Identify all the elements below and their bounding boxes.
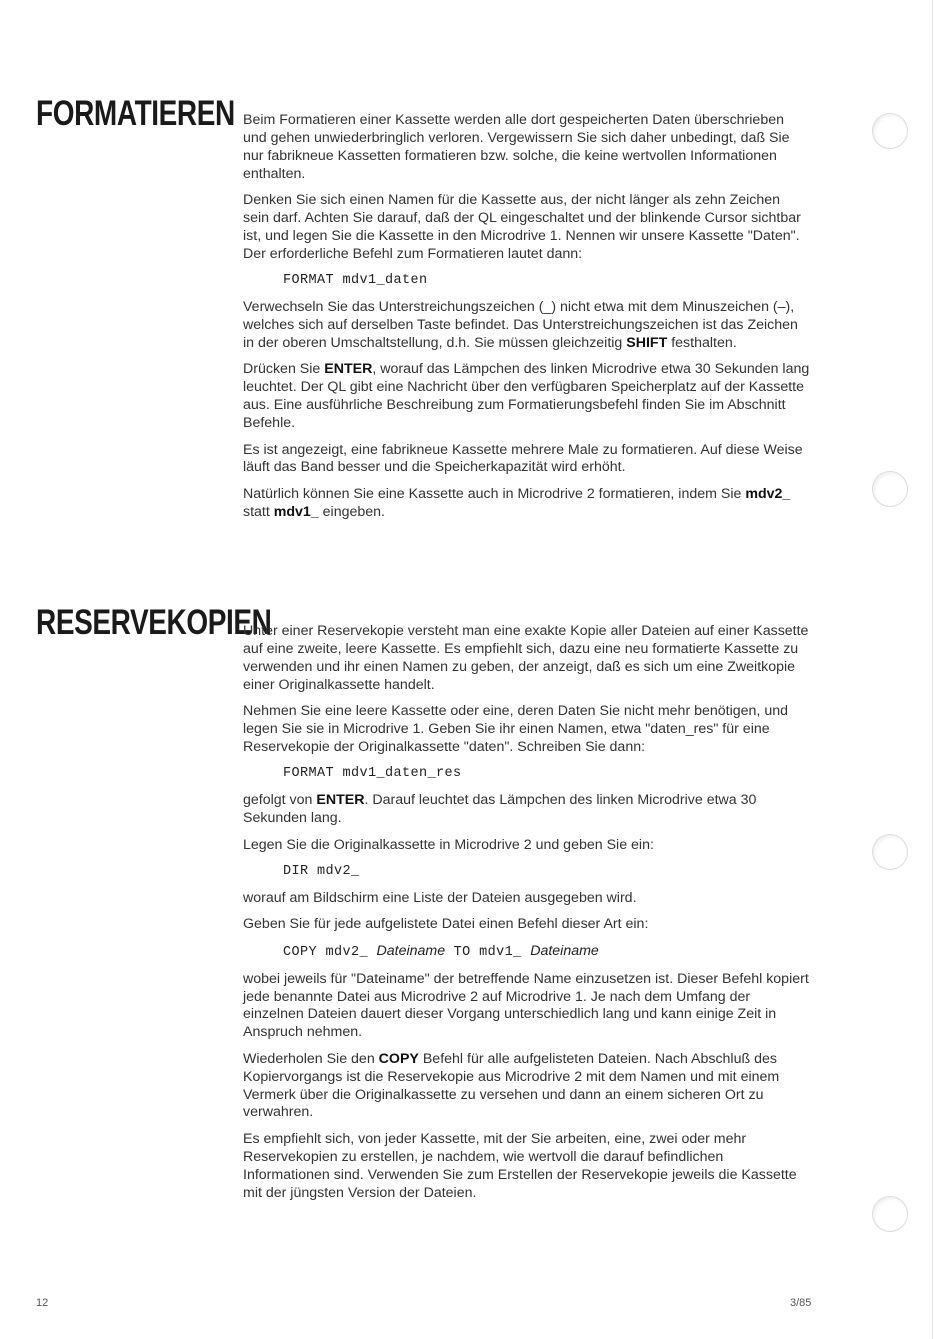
binder-hole-3 [872, 834, 908, 870]
paragraph: Nehmen Sie eine leere Kassette oder eine, deren Daten Sie nicht mehr benötigen, und legen Sie sie in Microdrive 1. Geben Sie ihr einen Namen, etwa "daten_res" für eine Reservekopie der Originalkassette "daten". Schreiben Sie dann: [243, 703, 788, 755]
code-format-command: FORMAT mdv1_daten [283, 273, 428, 289]
edition-date: 3/85 [790, 1297, 812, 1309]
paragraph: wobei jeweils für "Dateiname" der betreffende Name einzusetzen ist. Dieser Befehl kopiert jede benannte Datei aus Microdrive 2 auf Microdrive 1. Je nach dem Umfang der einzelnen Dateien dauert dieser Vorgang unterschiedlich lang und kann einige Zeit in Anspruch nehmen. [243, 970, 809, 1041]
command-copy: COPY [378, 1050, 419, 1067]
binder-hole-1 [872, 113, 908, 149]
paragraph: Verwechseln Sie das Unterstreichungszeichen (_) nicht etwa mit dem Minuszeichen (–), welches sich auf derselben Taste befindet. Das Unterstreichungszeichen ist das Zeichen in der oberen Umschaltstellung, d.h. Sie müssen gleichzeitig SHIFT festhalten. [243, 299, 798, 351]
key-enter: ENTER [324, 361, 373, 378]
paragraph: Denken Sie sich einen Namen für die Kassette aus, der nicht länger als zehn Zeichen sein darf. Achten Sie darauf, daß der QL eingeschaltet und der blinkende Cursor sichtbar ist, und legen Sie die Kassette in den Microdrive 1. Nennen wir unsere Kassette "Daten". Der erforderliche Befehl zum Formatieren lautet dann: [243, 192, 801, 262]
section-formatieren [243, 112, 810, 530]
paragraph: Legen Sie die Originalkassette in Microdrive 2 und geben Sie ein: [243, 836, 654, 853]
binder-hole-2 [872, 471, 908, 507]
key-shift: SHIFT [626, 334, 668, 351]
section-reservekopien [243, 623, 810, 1211]
code-copy-command: COPY mdv2_ Dateiname TO mdv1_ Dateiname [283, 942, 599, 960]
device-mdv2: mdv2_ [745, 485, 791, 502]
paragraph: worauf am Bildschirm eine Liste der Dateien ausgegeben wird. [243, 889, 637, 906]
code-format-command: FORMAT mdv1_daten_res [283, 766, 462, 782]
paragraph: gefolgt von ENTER. Darauf leuchtet das Lämpchen des linken Microdrive etwa 30 Sekunden lang. [243, 792, 757, 827]
binder-hole-4 [872, 1196, 908, 1232]
section-heading-formatieren: FORMATIEREN [36, 94, 235, 133]
paragraph: Geben Sie für jede aufgelistete Datei einen Befehl dieser Art ein: [243, 916, 649, 933]
paragraph: Es empfiehlt sich, von jeder Kassette, mit der Sie arbeiten, eine, zwei oder mehr Reservekopien zu erstellen, je nachdem, wie wertvoll die darauf befindlichen Informationen sind. Verwenden Sie zum Erstellen der Reservekopie jeweils die Kassette mit der jüngsten Version der Dateien. [243, 1130, 797, 1201]
paragraph: Natürlich können Sie eine Kassette auch in Microdrive 2 formatieren, indem Sie mdv2_ statt mdv1_ eingeben. [243, 485, 791, 520]
code-dir-command: DIR mdv2_ [283, 863, 360, 879]
page-number: 12 [36, 1297, 49, 1309]
section-heading-reservekopien: RESERVEKOPIEN [36, 603, 272, 642]
page-edge-line [932, 0, 933, 1339]
paragraph: Beim Formatieren einer Kassette werden alle dort gespeicherten Daten überschrieben und gehen unwiederbringlich verloren. Vergewissern Sie sich daher unbedingt, daß Sie nur fabrikneue Kassetten formatieren bzw. solche, die keine wertvollen Informationen enthalten. [243, 112, 790, 182]
paragraph: Wiederholen Sie den COPY Befehl für alle aufgelisteten Dateien. Nach Abschluß des Kopiervorgangs ist die Reservekopie aus Microdrive 2 mit dem Namen und mit einem Vermerk über die Originalkassette zu versehen und dann an einem sicheren Ort zu verwahren. [243, 1050, 780, 1121]
paragraph: Drücken Sie ENTER, worauf das Lämpchen des linken Microdrive etwa 30 Sekunden lang leuchtet. Der QL gibt eine Nachricht über den verfügbaren Speicherplatz auf der Kassette aus. Eine ausführliche Beschreibung zum Formatierungsbefehl finden Sie im Abschnitt Befehle. [243, 361, 810, 432]
device-mdv1: mdv1_ [273, 503, 319, 520]
paragraph: Unter einer Reservekopie versteht man eine exakte Kopie aller Dateien auf einer Kassette auf eine zweite, leere Kassette. Es empfiehlt sich, dazu eine neu formatierte Kassette zu verwenden und ihr einen Namen zu geben, der anzeigt, daß es sich um eine Zweitkopie einer Originalkassette handelt. [243, 623, 809, 693]
key-enter: ENTER [316, 792, 365, 809]
paragraph: Es ist angezeigt, eine fabrikneue Kassette mehrere Male zu formatieren. Auf diese Weise läuft das Band besser und die Speicherkapazität wird erhöht. [243, 441, 803, 476]
